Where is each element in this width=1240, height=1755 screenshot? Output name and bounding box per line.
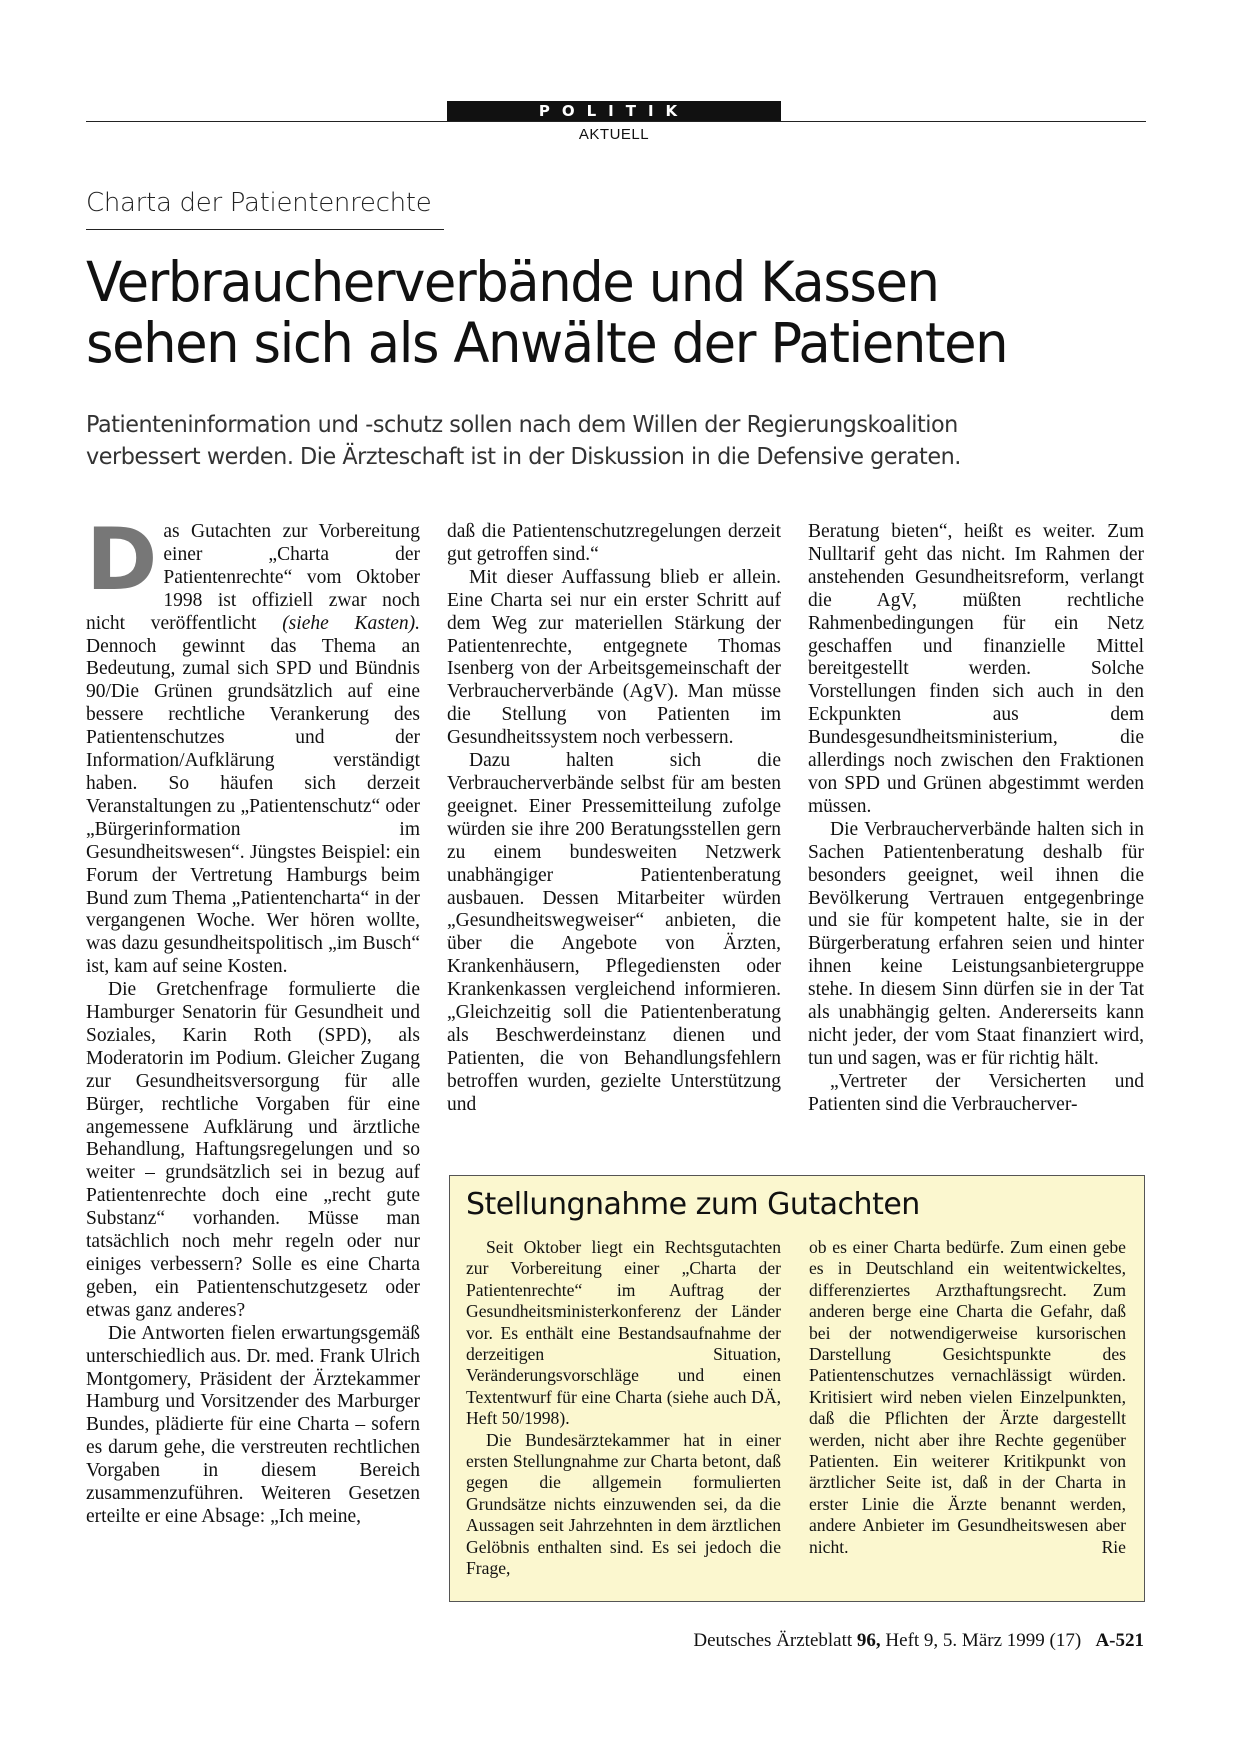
- paragraph: Die Bundesärztekammer hat in einer ersten Stellungnahme zur Charta betont, daß gegen die allgemein formulierten Grundsätze nichts einzuwenden sei, da die Aussagen seit Jahrzehnten in dem ärztlichen Gelöbnis enthalten sind. Es sei jedoch die Frage,: [466, 1429, 781, 1579]
- section-rubric: POLITIK: [447, 101, 781, 122]
- headline-line-1: Verbraucherverbände und Kassen: [86, 250, 939, 314]
- box-reference: (siehe Kasten).: [282, 612, 420, 634]
- page-footer: [693, 1630, 1144, 1652]
- paragraph: Mit dieser Auffassung blieb er allein. Eine Charta sei nur ein erster Schritt auf dem Weg zur materiellen Stärkung der Patientenrechte, entgegnete Thomas Isenberg von der Arbeitsgemeinschaft der Verbraucherverbände (AgV). Man müsse die Stellung von Patienten im Gesundheitssystem noch verbessern.: [447, 566, 781, 749]
- journal-name: Deutsches Ärzteblatt: [693, 1630, 853, 1651]
- paragraph: Die Gretchenfrage formulierte die Hamburger Senatorin für Gesundheit und Soziales, Karin Roth (SPD), als Moderatorin im Podium. Gleicher Zugang zur Gesundheitsversorgung für alle Bürger, rechtliche Vorgaben für eine angemessene Aufklärung und ärztliche Behandlung, Haftungsregelungen und so weiter – grundsätzlich sei in bezug auf Patientenrechte doch eine „recht gute Substanz“ vorhanden. Müsse man tatsächlich noch mehr regeln oder nur einiges verbessern? Solle es eine Charta geben, ein Patientenschutzgesetz oder etwas ganz anderes?: [86, 979, 420, 1321]
- lead: [86, 408, 1112, 472]
- paragraph: daß die Patientenschutzregelungen derzeit gut getroffen sind.“: [447, 521, 781, 565]
- headline-line-2: sehen sich als Anwälte der Patienten: [86, 311, 1008, 375]
- issue-info: Heft 9, 5. März 1999 (17): [885, 1630, 1082, 1651]
- author-sign: Rie: [1101, 1536, 1126, 1557]
- sidebar-column-1: [466, 1237, 781, 1580]
- paragraph: „Vertreter der Versicherten und Patienten sind die Verbraucherver-: [808, 1070, 1144, 1115]
- drop-cap: D: [86, 510, 158, 610]
- paragraph-text: as Gutachten zur Vorbereitung einer „Charta der Patientenrechte“ vom Oktober 1998 ist offiziell zwar noch nicht veröffentlicht: [86, 521, 420, 634]
- paragraph: Seit Oktober liegt ein Rechtsgutachten zur Vorbereitung einer „Charta der Patientenrechte“ im Auftrag der Gesundheitsministerkonferenz der Länder vor. Es enthält eine Bestandsaufnahme der derzeitigen Situation, Veränderungsvorschläge und einen Textentwurf für eine Charta (siehe auch DÄ, Heft 50/1998).: [466, 1237, 781, 1429]
- paragraph-text: Dennoch gewinnt das Thema an Bedeutung, zumal sich SPD und Bündnis 90/Die Grünen grundsätzlich auf eine bessere rechtliche Verankerung des Patientenschutzes und der Information/Aufklärung verständigt haben. So häufen sich derzeit Veranstaltungen zu „Patientenschutz“ oder „Bürgerinformation im Gesundheitswesen“. Jüngstes Beispiel: ein Forum der Vertretung Hamburgs beim Bund zum Thema „Patientencharta“ in der vergangenen Woche. Wer hören wollte, was dazu gesundheitspolitisch „im Busch“ ist, kam auf seine Kosten.: [86, 635, 420, 978]
- paragraph: Beratung bieten“, heißt es weiter. Zum Nulltarif geht das nicht. Im Rahmen der anstehenden Gesundheitsreform, verlangt die AgV, müßten rechtliche Rahmenbedingungen für ein Netz geschaffen und finanzielle Mittel bereitgestellt werden. Solche Vorstellungen finden sich auch in den Eckpunkten aus dem Bundesgesundheitsministerium, die allerdings noch zwischen den Fraktionen von SPD und Grünen abgestimmt werden müssen.: [808, 521, 1144, 817]
- article-column-3: [808, 521, 1144, 1117]
- section-subrubric: AKTUELL: [578, 126, 650, 143]
- lead-line-1: Patienteninformation und -schutz sollen nach dem Willen der Regierungskoalition: [86, 410, 958, 438]
- paragraph: [86, 510, 420, 979]
- kicker-rule: [86, 229, 444, 230]
- headline: [86, 252, 1113, 374]
- paragraph: Dazu halten sich die Verbraucherverbände selbst für am besten geeignet. Einer Pressemitteilung zufolge würden sie ihre 200 Beratungsstellen gern zu einem bundesweiten Netzwerk unabhängiger Patientenberatung ausbauen. Dessen Mitarbeiter würden „Gesundheitswegweiser“ anbieten, die über die Angebote von Ärzten, Krankenhäusern, Pflegediensten oder Krankenkassen vergleichend informieren. „Gleichzeitig soll die Patientenberatung als Beschwerdeinstanz dienen und Patienten, die von Behandlungsfehlern betroffen wurden, gezielte Unterstützung und: [447, 750, 781, 1115]
- header-rule: [86, 121, 1146, 122]
- article-column-2: [447, 521, 781, 1117]
- page-number: A-521: [1095, 1630, 1144, 1651]
- sidebar-title: Stellungnahme zum Gutachten: [466, 1187, 920, 1222]
- article-column-1: [86, 510, 420, 1529]
- kicker: Charta der Patientenrechte: [86, 188, 432, 218]
- paragraph-text: ob es einer Charta bedürfe. Zum einen gebe es in Deutschland ein weitentwickeltes, differenziertes Arzthaftungsrecht. Zum anderen berge eine Charta die Gefahr, daß bei der notwendigerweise kursorischen Darstellung Gesichtspunkte des Patientenschutzes vernachlässigt würden. Kritisiert wird neben vielen Einzelpunkten, daß die Pflichten der Ärzte dargestellt werden, nicht aber ihre Rechte gegenüber Patienten. Ein weiterer Kritikpunkt von ärztlicher Seite ist, daß in der Charta in erster Linie die Ärzte benannt werden, andere Anbieter im Gesundheitswesen aber nicht.: [809, 1237, 1126, 1557]
- journal-volume: 96,: [856, 1630, 881, 1651]
- lead-line-2: verbessert werden. Die Ärzteschaft ist in der Diskussion in die Defensive geraten.: [86, 442, 961, 470]
- paragraph: [809, 1237, 1126, 1558]
- paragraph: Die Antworten fielen erwartungsgemäß unterschiedlich aus. Dr. med. Frank Ulrich Montgomery, Präsident der Ärztekammer Hamburg und Vorsitzender des Marburger Bundes, plädierte für eine Charta – sofern es darum gehe, die verstreuten rechtlichen Vorgaben in diesem Bereich zusammenzuführen. Weiteren Gesetzen erteilte er eine Absage: „Ich meine,: [86, 1322, 420, 1527]
- paragraph: Die Verbraucherverbände halten sich in Sachen Patientenberatung deshalb für besonders geeignet, weil ihnen die Bevölkerung Vertrauen entgegenbringe und sie für kompetent halte, sie in der Bürgerberatung erfahren seien und hinter ihnen keine Leistungsanbietergruppe stehe. In diesem Sinn dürfen sie in der Tat als unabhängig gelten. Andererseits kann nicht jeder, der vom Staat finanziert wird, tun und sagen, was er für richtig hält.: [808, 818, 1144, 1069]
- sidebar-column-2: [809, 1237, 1126, 1558]
